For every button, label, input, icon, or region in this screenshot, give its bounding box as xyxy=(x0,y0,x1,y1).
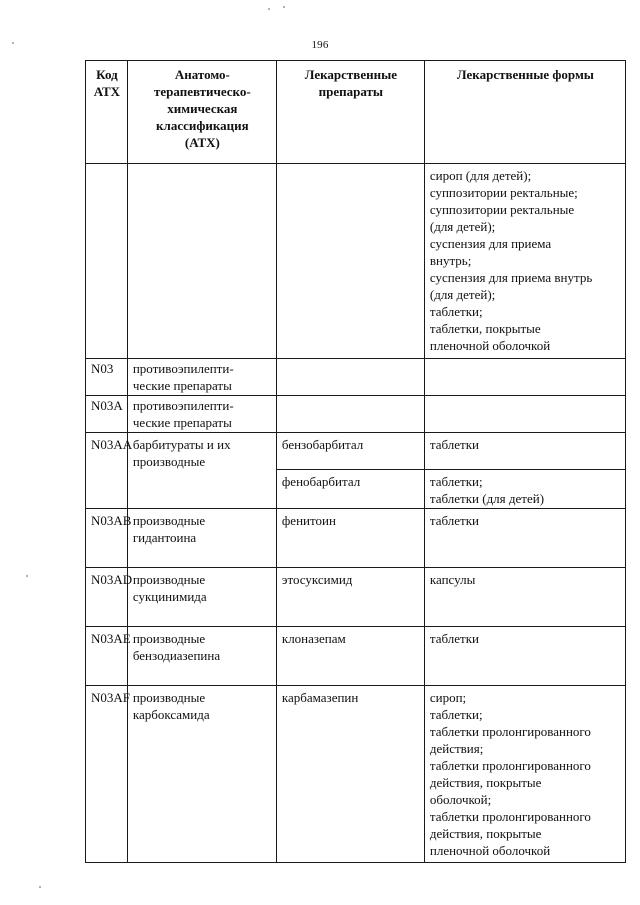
cell-forms xyxy=(424,164,625,359)
form-line: таблетки, покрытые xyxy=(429,321,541,336)
header-drugs: Лекарственные препараты xyxy=(276,61,424,164)
cell-forms xyxy=(424,396,625,433)
table-row-n03 xyxy=(86,359,626,396)
cell-forms: сироп; таблетки; таблетки пролонгированного действия; таблетки пролонгированного действия, покрытые оболочкой; таблетки пролонгированного действия, покрытые пленочной оболочкой xyxy=(424,686,625,863)
cell-classification: производные сукцинимида xyxy=(127,568,276,627)
form-line: суппозитории ректальные; xyxy=(429,185,578,200)
table-header-row xyxy=(86,61,626,164)
form-line: (для детей); xyxy=(429,287,496,302)
form-line: суспензия для приема xyxy=(429,236,552,251)
scan-speck xyxy=(26,575,28,577)
cell-code: N03A xyxy=(86,396,128,433)
cell-classification: производные гидантоина xyxy=(127,509,276,568)
cell-drug xyxy=(276,396,424,433)
form-line: суспензия для приема внутрь xyxy=(429,270,593,285)
cell-classification: противоэпилепти- ческие препараты xyxy=(127,359,276,396)
form-line: сироп (для детей); xyxy=(429,168,532,183)
table-row-n03aa xyxy=(86,433,626,470)
header-atc-code: Код АТХ xyxy=(86,61,128,164)
cell-code: N03AB xyxy=(86,509,128,568)
form-line: пленочной оболочкой xyxy=(429,338,551,353)
table-row-n03af xyxy=(86,686,626,863)
cell-forms xyxy=(424,359,625,396)
form-line: (для детей); xyxy=(429,219,496,234)
cell-drug: клоназепам xyxy=(276,627,424,686)
table-row-continuation xyxy=(86,164,626,359)
cell-code: N03AF xyxy=(86,686,128,863)
cell-drug: этосуксимид xyxy=(276,568,424,627)
table-row-n03ab xyxy=(86,509,626,568)
cell-forms: таблетки xyxy=(424,509,625,568)
table-row-n03ad xyxy=(86,568,626,627)
cell-forms: таблетки; таблетки (для детей) xyxy=(424,470,625,509)
cell-forms: таблетки xyxy=(424,433,625,470)
form-line: таблетки; xyxy=(429,304,483,319)
form-line: суппозитории ректальные xyxy=(429,202,575,217)
cell-code xyxy=(86,164,128,359)
form-line: внутрь; xyxy=(429,253,472,268)
table-row-n03a xyxy=(86,396,626,433)
cell-forms: капсулы xyxy=(424,568,625,627)
page-number: 196 xyxy=(311,39,329,51)
cell-drug xyxy=(276,164,424,359)
cell-classification: производные бензодиазепина xyxy=(127,627,276,686)
scan-speck xyxy=(39,886,41,888)
cell-code: N03AE xyxy=(86,627,128,686)
header-dosage-forms: Лекарственные формы xyxy=(424,61,625,164)
cell-code: N03AA xyxy=(86,433,128,509)
cell-code: N03 xyxy=(86,359,128,396)
header-atc-classification: Анатомо- терапевтическо- химическая классификация (АТХ) xyxy=(127,61,276,164)
cell-code: N03AD xyxy=(86,568,128,627)
cell-drug: фенитоин xyxy=(276,509,424,568)
cell-classification xyxy=(127,164,276,359)
cell-drug: бензобарбитал xyxy=(276,433,424,470)
scan-speck xyxy=(268,8,270,10)
cell-forms: таблетки xyxy=(424,627,625,686)
cell-drug xyxy=(276,359,424,396)
table-row-n03ae xyxy=(86,627,626,686)
cell-classification: производные карбоксамида xyxy=(127,686,276,863)
cell-classification: барбитураты и их производные xyxy=(127,433,276,509)
cell-classification: противоэпилепти- ческие препараты xyxy=(127,396,276,433)
cell-drug: фенобарбитал xyxy=(276,470,424,509)
scan-speck xyxy=(283,6,285,8)
atc-table xyxy=(85,60,626,863)
cell-drug: карбамазепин xyxy=(276,686,424,863)
